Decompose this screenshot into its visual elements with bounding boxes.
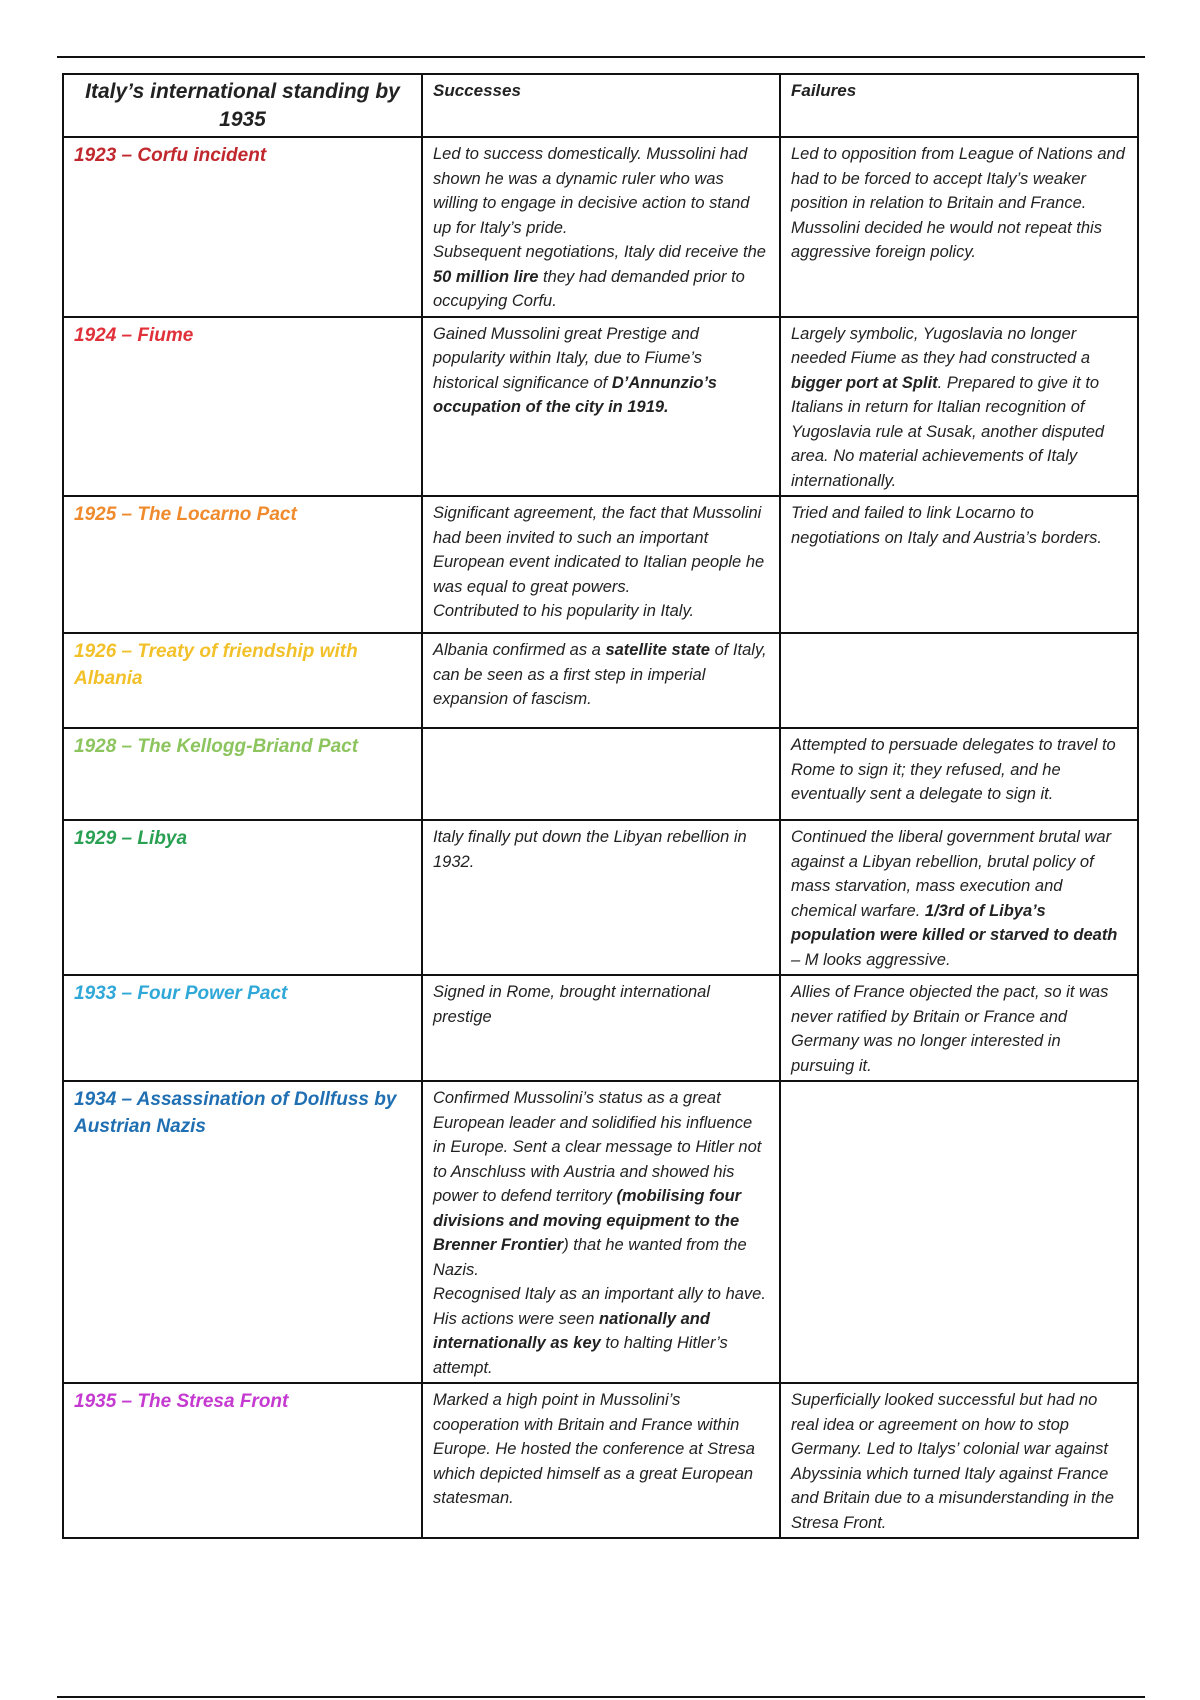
successes-cell (422, 975, 780, 1081)
bold-text: 50 million lire (433, 267, 539, 286)
cell-paragraph (433, 322, 769, 420)
cell-text: of Italy, can be seen as a first step in imperial expansion of fascism. (433, 641, 767, 708)
cell-text: ) that he wanted from the Nazis. (433, 1236, 747, 1279)
cell-paragraph (433, 501, 769, 599)
cell-paragraph (791, 980, 1127, 1078)
successes-cell (422, 633, 780, 728)
cell-text: Significant agreement, the fact that Mussolini had been invited to such an important European event indicated to Italian people he was equal to great powers. (433, 504, 765, 596)
cell-paragraph (791, 142, 1127, 216)
table-row (63, 317, 1138, 497)
cell-paragraph (791, 216, 1127, 265)
bold-text: 1/3rd of Libya’s population were killed or starved to death (791, 901, 1118, 944)
successes-cell (422, 317, 780, 497)
table-row (63, 1383, 1138, 1538)
cell-text: Contributed to his popularity in Italy. (433, 602, 695, 620)
bold-text: satellite state (605, 641, 710, 659)
header-failures: Failures (780, 74, 1138, 137)
cell-paragraph (433, 1307, 769, 1381)
top-rule (57, 56, 1145, 58)
cell-text: Italy finally put down the Libyan rebellion in 1932. (433, 828, 747, 871)
cell-text: Allies of France objected the pact, so it was never ratified by Britain or France and Germany was no longer interested in pursuing it. (791, 983, 1109, 1075)
table-row (63, 137, 1138, 317)
failures-cell (780, 975, 1138, 1081)
cell-paragraph (791, 825, 1127, 972)
cell-paragraph (791, 733, 1127, 807)
cell-text: – M looks aggressive. (791, 950, 951, 969)
topic-cell: 1923 – Corfu incident (63, 137, 422, 317)
cell-text: Recognised Italy as an important ally to have. (433, 1285, 766, 1303)
cell-text: Attempted to persuade delegates to travel to Rome to sign it; they refused, and he eventually sent a delegate to sign it. (791, 736, 1116, 803)
cell-text: Gained Mussolini great Prestige and popularity within Italy, due to Fiume’s historical significance of (433, 324, 703, 392)
cell-text: . Prepared to give it to Italians in return for Italian recognition of Yugoslavia rule at Susak, another disputed area. No material achievements of Italy internationally. (791, 373, 1105, 490)
successes-cell (422, 1383, 780, 1538)
cell-paragraph (433, 1086, 769, 1282)
failures-cell (780, 1081, 1138, 1383)
failures-cell (780, 820, 1138, 975)
table-row (63, 820, 1138, 975)
failures-cell (780, 633, 1138, 728)
bold-text: D’Annunzio’s occupation of the city in 1919. (433, 373, 717, 416)
cell-text: Confirmed Mussolini’s status as a great European leader and solidified his influence in Europe. Sent a clear message to Hitler not to Anschluss with Austria and showed his power to defend territory (433, 1089, 762, 1205)
failures-cell (780, 728, 1138, 820)
cell-text: Mussolini decided he would not repeat this aggressive foreign policy. (791, 218, 1102, 261)
cell-paragraph (433, 1282, 769, 1307)
cell-text: Led to opposition from League of Nations and had to be forced to accept Italy’s weaker position in relation to Britain and France. (791, 145, 1125, 212)
cell-text: Marked a high point in Mussolini’s cooperation with Britain and France within Europe. He hosted the conference at Stresa which depicted himself as a great European statesman. (433, 1391, 755, 1507)
header-successes: Successes (422, 74, 780, 137)
table-row (63, 633, 1138, 728)
cell-text: Led to success domestically. Mussolini had shown he was a dynamic ruler who was willing to engage in decisive action to stand up for Italy’s pride. (433, 145, 750, 237)
cell-text: Tried and failed to link Locarno to negotiations on Italy and Austria’s borders. (791, 504, 1102, 547)
successes-cell (422, 137, 780, 317)
topic-cell: 1925 – The Locarno Pact (63, 496, 422, 633)
cell-paragraph (433, 142, 769, 240)
topic-cell: 1935 – The Stresa Front (63, 1383, 422, 1538)
cell-text: Superficially looked successful but had no real idea or agreement on how to stop Germany. Led to Italys’ colonial war against Abyssinia which turned Italy against France and Britain due to a misunderstanding in the Stresa Front. (791, 1391, 1114, 1532)
topic-cell: 1933 – Four Power Pact (63, 975, 422, 1081)
cell-paragraph (791, 322, 1127, 494)
successes-cell (422, 820, 780, 975)
topic-cell: 1928 – The Kellogg-Briand Pact (63, 728, 422, 820)
header-topic: Italy’s international standing by 1935 (63, 74, 422, 137)
topic-cell: 1926 – Treaty of friendship with Albania (63, 633, 422, 728)
bold-text: bigger port at Split (791, 373, 938, 392)
table-row (63, 975, 1138, 1081)
successes-cell (422, 496, 780, 633)
successes-cell (422, 728, 780, 820)
cell-text: Largely symbolic, Yugoslavia no longer needed Fiume as they had constructed a (791, 324, 1091, 367)
cell-text: His actions were seen (433, 1309, 599, 1328)
table-row (63, 1081, 1138, 1383)
bold-text: nationally and internationally as key (433, 1309, 710, 1352)
topic-cell: 1929 – Libya (63, 820, 422, 975)
cell-paragraph (791, 1388, 1127, 1535)
cell-text: Albania confirmed as a (433, 641, 606, 659)
successes-cell (422, 1081, 780, 1383)
failures-cell (780, 1383, 1138, 1538)
cell-paragraph (433, 599, 769, 624)
cell-paragraph (433, 240, 769, 314)
topic-cell: 1934 – Assassination of Dollfuss by Austrian Nazis (63, 1081, 422, 1383)
cell-text: Continued the liberal government brutal war against a Libyan rebellion, brutal policy of mass starvation, mass execution and chemical warfare. (791, 828, 1112, 920)
cell-text: to halting Hitler’s attempt. (433, 1334, 728, 1377)
bottom-rule (57, 1696, 1145, 1698)
bold-text: (mobilising four divisions and moving equipment to the Brenner Frontier (433, 1187, 742, 1254)
cell-text: Signed in Rome, brought international prestige (433, 983, 711, 1026)
cell-paragraph (791, 501, 1127, 550)
italy-standing-table (62, 73, 1139, 1539)
failures-cell (780, 137, 1138, 317)
cell-text: they had demanded prior to occupying Corfu. (433, 267, 745, 310)
table-row (63, 728, 1138, 820)
failures-cell (780, 496, 1138, 633)
cell-text: Subsequent negotiations, Italy did receive the (433, 243, 766, 261)
header-row (63, 74, 1138, 137)
cell-paragraph (433, 638, 769, 712)
cell-paragraph (433, 825, 769, 874)
cell-paragraph (433, 1388, 769, 1511)
cell-paragraph (433, 980, 769, 1029)
failures-cell (780, 317, 1138, 497)
topic-cell: 1924 – Fiume (63, 317, 422, 497)
table-row (63, 496, 1138, 633)
